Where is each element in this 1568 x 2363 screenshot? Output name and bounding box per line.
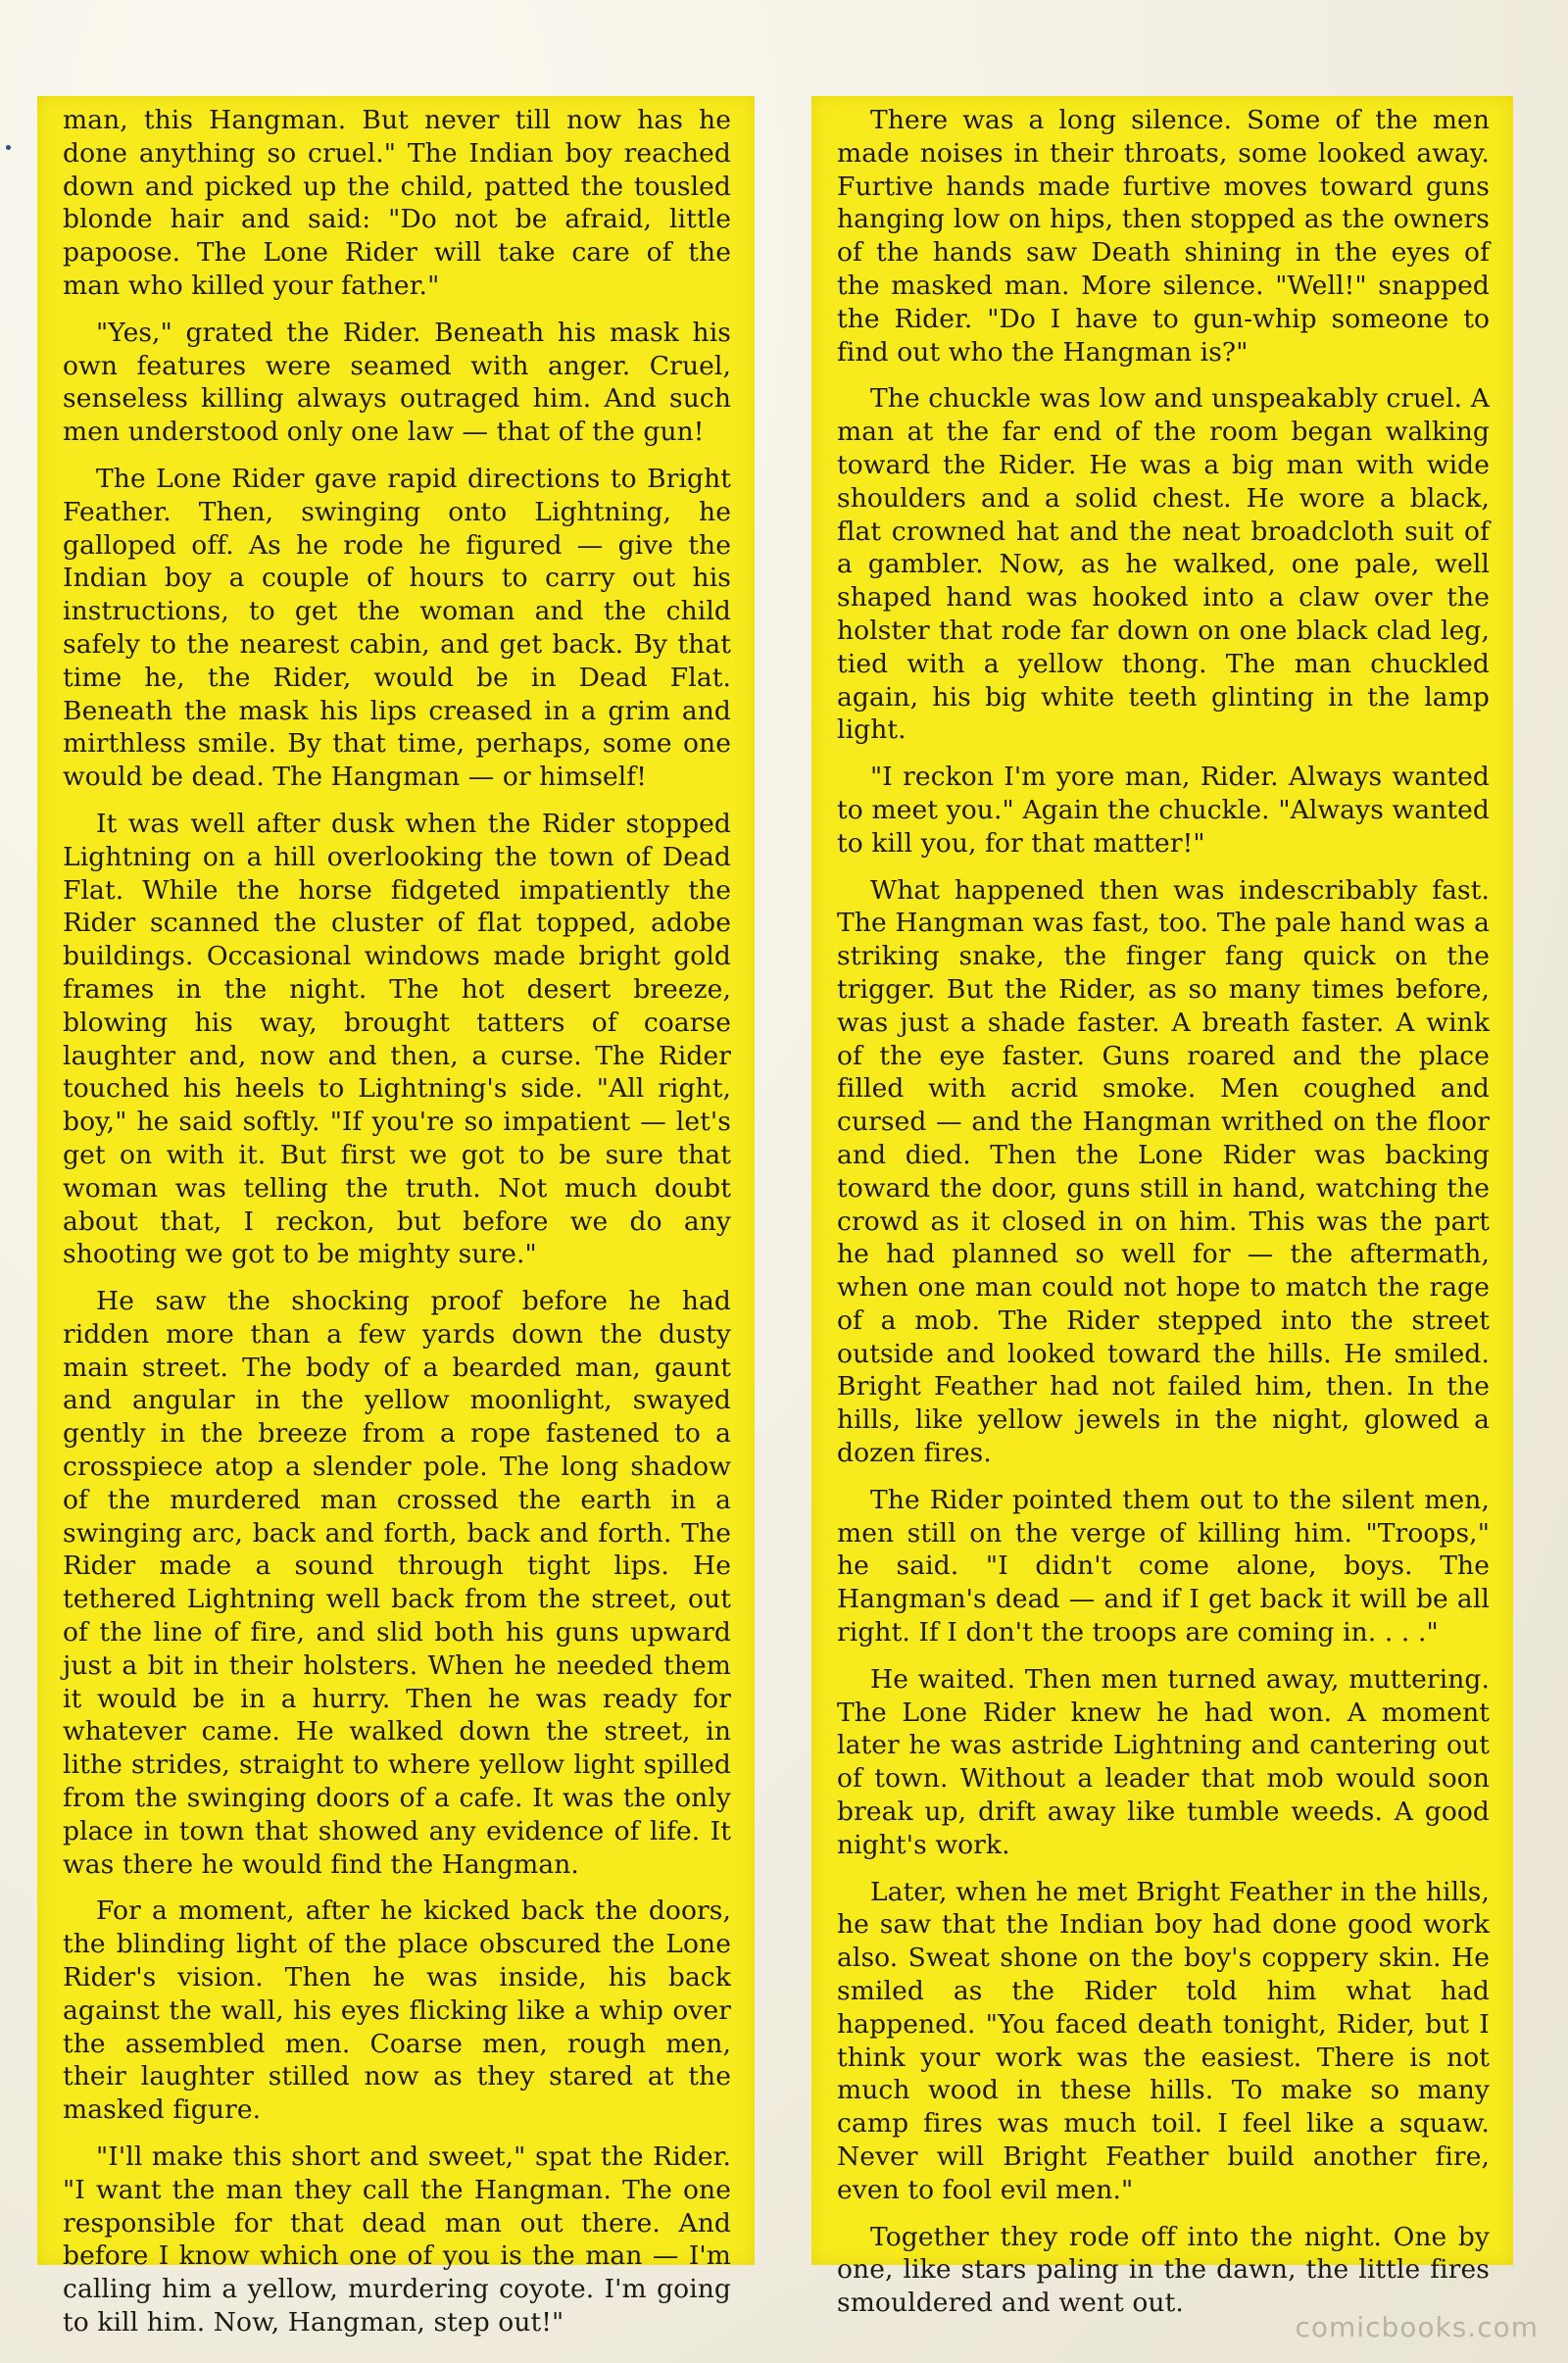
paragraph: He waited. Then men turned away, muttering. The Lone Rider knew he had won. A moment later he was astride Lightning and cantering out of town. Without a leader that mob would soon break up, drift away like tumble weeds. A good night's work. xyxy=(837,1663,1490,1860)
paragraph: The Lone Rider gave rapid directions to Bright Feather. Then, swinging onto Lightning, he galloped off. As he rode he figured — give the Indian boy a couple of hours to carry out his instructions, to get the woman and the child safely to the nearest cabin, and get back. By that time he, the Rider, would be in Dead Flat. Beneath the mask his lips creased in a grim and mirthless smile. By that time, perhaps, some one would be dead. The Hangman — or himself! xyxy=(63,463,731,793)
paragraph: "I reckon I'm yore man, Rider. Always wanted to meet you." Again the chuckle. "Always wanted to kill you, for that matter!" xyxy=(837,762,1490,859)
paragraph: Together they rode off into the night. One by one, like stars paling in the dawn, the little fires smouldered and went out. xyxy=(837,2221,1490,2319)
paragraph: The chuckle was low and unspeakably cruel. A man at the far end of the room began walking toward the Rider. He was a big man with wide shoulders and a solid chest. He wore a black, flat crowned hat and the neat broadcloth suit of a gambler. Now, as he walked, one pale, well shaped hand was hooked into a claw over the holster that rode far down on one black clad leg, tied with a yellow thong. The man chuckled again, his big white teeth glinting in the lamp light. xyxy=(837,383,1490,746)
paragraph: "I'll make this short and sweet," spat the Rider. "I want the man they call the Hangman. The one responsible for that dead man out there. And before I know which one of you is the man — I'm calling him a yellow, murdering coyote. I'm going to kill him. Now, Hangman, step out!" xyxy=(63,2141,731,2338)
paragraph: The Rider pointed them out to the silent men, men still on the verge of killing him. "Troops," he said. "I didn't come alone, boys. The Hangman's dead — and if I get back it will be all right. If I don't the troops are coming in. . . ." xyxy=(837,1484,1490,1649)
paragraph: "Yes," grated the Rider. Beneath his mask his own features were seamed with anger. Cruel, senseless killing always outraged him. And such men understood only one law — that of the gun! xyxy=(63,317,731,448)
paragraph: It was well after dusk when the Rider stopped Lightning on a hill overlooking the town of Dead Flat. While the horse fidgeted impatiently the Rider scanned the cluster of flat topped, adobe buildings. Occasional windows made bright gold frames in the night. The hot desert breeze, blowing his way, brought tatters of coarse laughter and, now and then, a curse. The Rider touched his heels to Lightning's side. "All right, boy," he said softly. "If you're so impatient — let's get on with it. But first we got to be sure that woman was telling the truth. Not much doubt about that, I reckon, but before we do any shooting we got to be mighty sure." xyxy=(63,808,731,1270)
right-text-column xyxy=(811,96,1513,2319)
left-text-column xyxy=(37,96,755,2338)
paragraph: He saw the shocking proof before he had ridden more than a few yards down the dusty main street. The body of a bearded man, gaunt and angular in the yellow moonlight, swayed gently in the breeze from a rope fastened to a crosspiece atop a slender pole. The long shadow of the murdered man crossed the earth in a swinging arc, back and forth, back and forth. The Rider made a sound through tight lips. He tethered Lightning well back from the street, out of the line of fire, and slid both his guns upward just a bit in their holsters. When he needed them it would be in a hurry. Then he was ready for whatever came. He walked down the street, in lithe strides, straight to where yellow light spilled from the swinging doors of a cafe. It was the only place in town that showed any evidence of life. It was there he would find the Hangman. xyxy=(63,1286,731,1880)
ink-speck xyxy=(6,145,11,150)
paragraph: For a moment, after he kicked back the doors, the blinding light of the place obscured the Lone Rider's vision. Then he was inside, his back against the wall, his eyes flicking like a whip over the assembled men. Coarse men, rough men, their laughter stilled now as they stared at the masked figure. xyxy=(63,1895,731,2126)
site-watermark: comicbooks.com xyxy=(1295,2311,1539,2343)
paragraph: There was a long silence. Some of the men made noises in their throats, some looked away. Furtive hands made furtive moves toward guns hanging low on hips, then stopped as the owners of the hands saw Death shining in the eyes of the masked man. More silence. "Well!" snapped the Rider. "Do I have to gun-whip someone to find out who the Hangman is?" xyxy=(837,105,1490,368)
paragraph: What happened then was indescribably fast. The Hangman was fast, too. The pale hand was a striking snake, the finger fang quick on the trigger. But the Rider, as so many times before, was just a shade faster. A breath faster. A wink of the eye faster. Guns roared and the place filled with acrid smoke. Men coughed and cursed — and the Hangman writhed on the floor and died. Then the Lone Rider was backing toward the door, guns still in hand, watching the crowd as it closed in on him. This was the part he had planned so well for — the aftermath, when one man could not hope to match the rage of a mob. The Rider stepped into the street outside and looked toward the hills. He smiled. Bright Feather had not failed him, then. In the hills, like yellow jewels in the night, glowed a dozen fires. xyxy=(837,874,1490,1469)
paragraph: Later, when he met Bright Feather in the hills, he saw that the Indian boy had done good work also. Sweat shone on the boy's coppery skin. He smiled as the Rider told him what had happened. "You faced death tonight, Rider, but I think your work was the easiest. There is not much wood in these hills. To make so many camp fires was much toil. I feel like a squaw. Never will Bright Feather build another fire, even to fool evil men." xyxy=(837,1876,1490,2205)
paragraph: man, this Hangman. But never till now has he done anything so cruel." The Indian boy reached down and picked up the child, patted the tousled blonde hair and said: "Do not be afraid, little papoose. The Lone Rider will take care of the man who killed your father." xyxy=(63,105,731,301)
